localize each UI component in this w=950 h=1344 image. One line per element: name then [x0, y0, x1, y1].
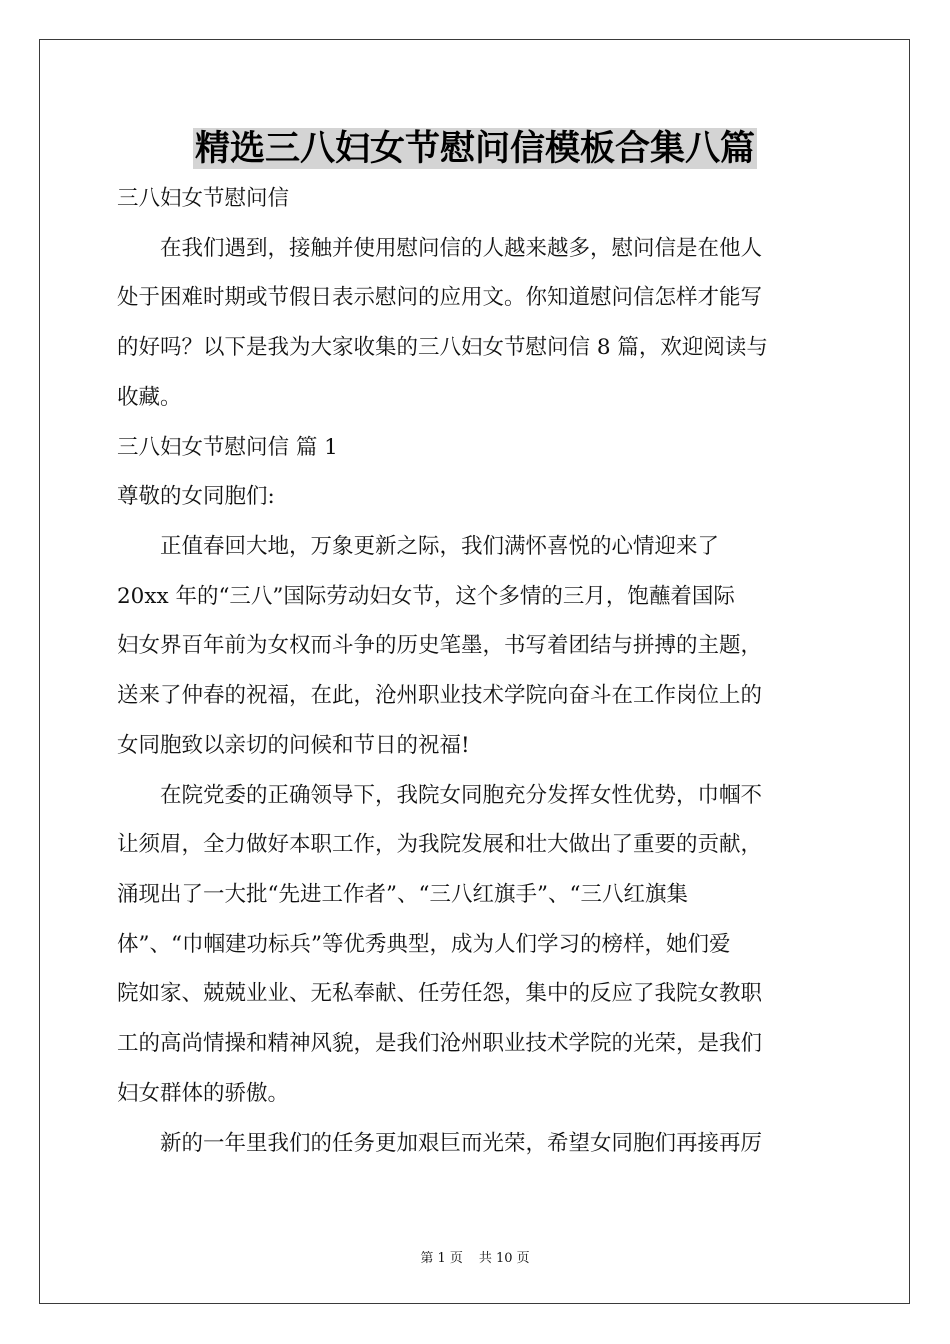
body-line: 院如家、兢兢业业、无私奉献、任劳任怨，集中的反应了我院女教职 [117, 981, 763, 1006]
body-line: 妇女界百年前为女权而斗争的历史笔墨，书写着团结与拼搏的主题， [117, 633, 763, 658]
section-heading: 三八妇女节慰问信 篇 1 [117, 435, 338, 460]
body-line: 处于困难时期或节假日表示慰问的应用文。你知道慰问信怎样才能写 [117, 285, 763, 310]
body-line: 涌现出了一大批“先进工作者”、“三八红旗手”、“三八红旗集 [117, 882, 688, 907]
body-line: 让须眉，全力做好本职工作，为我院发展和壮大做出了重要的贡献， [117, 832, 763, 857]
body-line: 送来了仲春的祝福，在此，沧州职业技术学院向奋斗在工作岗位上的 [117, 683, 763, 708]
body-line: 正值春回大地，万象更新之际，我们满怀喜悦的心情迎来了 [117, 534, 720, 559]
body-line: 在我们遇到，接触并使用慰问信的人越来越多，慰问信是在他人 [117, 236, 763, 261]
body-line: 收藏。 [117, 385, 182, 410]
document-title: 精选三八妇女节慰问信模板合集八篇 [194, 128, 755, 169]
body-line: 的好吗？以下是我为大家收集的三八妇女节慰问信 8 篇，欢迎阅读与 [117, 335, 768, 360]
page-footer [0, 1247, 950, 1266]
body-line: 工的高尚情操和精神风貌，是我们沧州职业技术学院的光荣，是我们 [117, 1031, 763, 1056]
body-line: 妇女群体的骄傲。 [117, 1081, 290, 1106]
body-line: 在院党委的正确领导下，我院女同胞充分发挥女性优势，巾帼不 [117, 783, 763, 808]
body-line: 女同胞致以亲切的问候和节日的祝福! [117, 733, 470, 758]
section-heading: 三八妇女节慰问信 [117, 186, 290, 211]
salutation: 尊敬的女同胞们: [117, 484, 275, 509]
body-line: 新的一年里我们的任务更加艰巨而光荣，希望女同胞们再接再厉 [117, 1131, 763, 1156]
body-line: 20xx 年的“三八”国际劳动妇女节，这个多情的三月，饱蘸着国际 [117, 584, 735, 609]
page-total: 共 10 页 [478, 1251, 530, 1266]
page-number: 第 1 页 [420, 1251, 463, 1266]
page-border [39, 39, 910, 1304]
body-line: 体”、“巾帼建功标兵”等优秀典型，成为人们学习的榜样，她们爱 [117, 932, 731, 957]
